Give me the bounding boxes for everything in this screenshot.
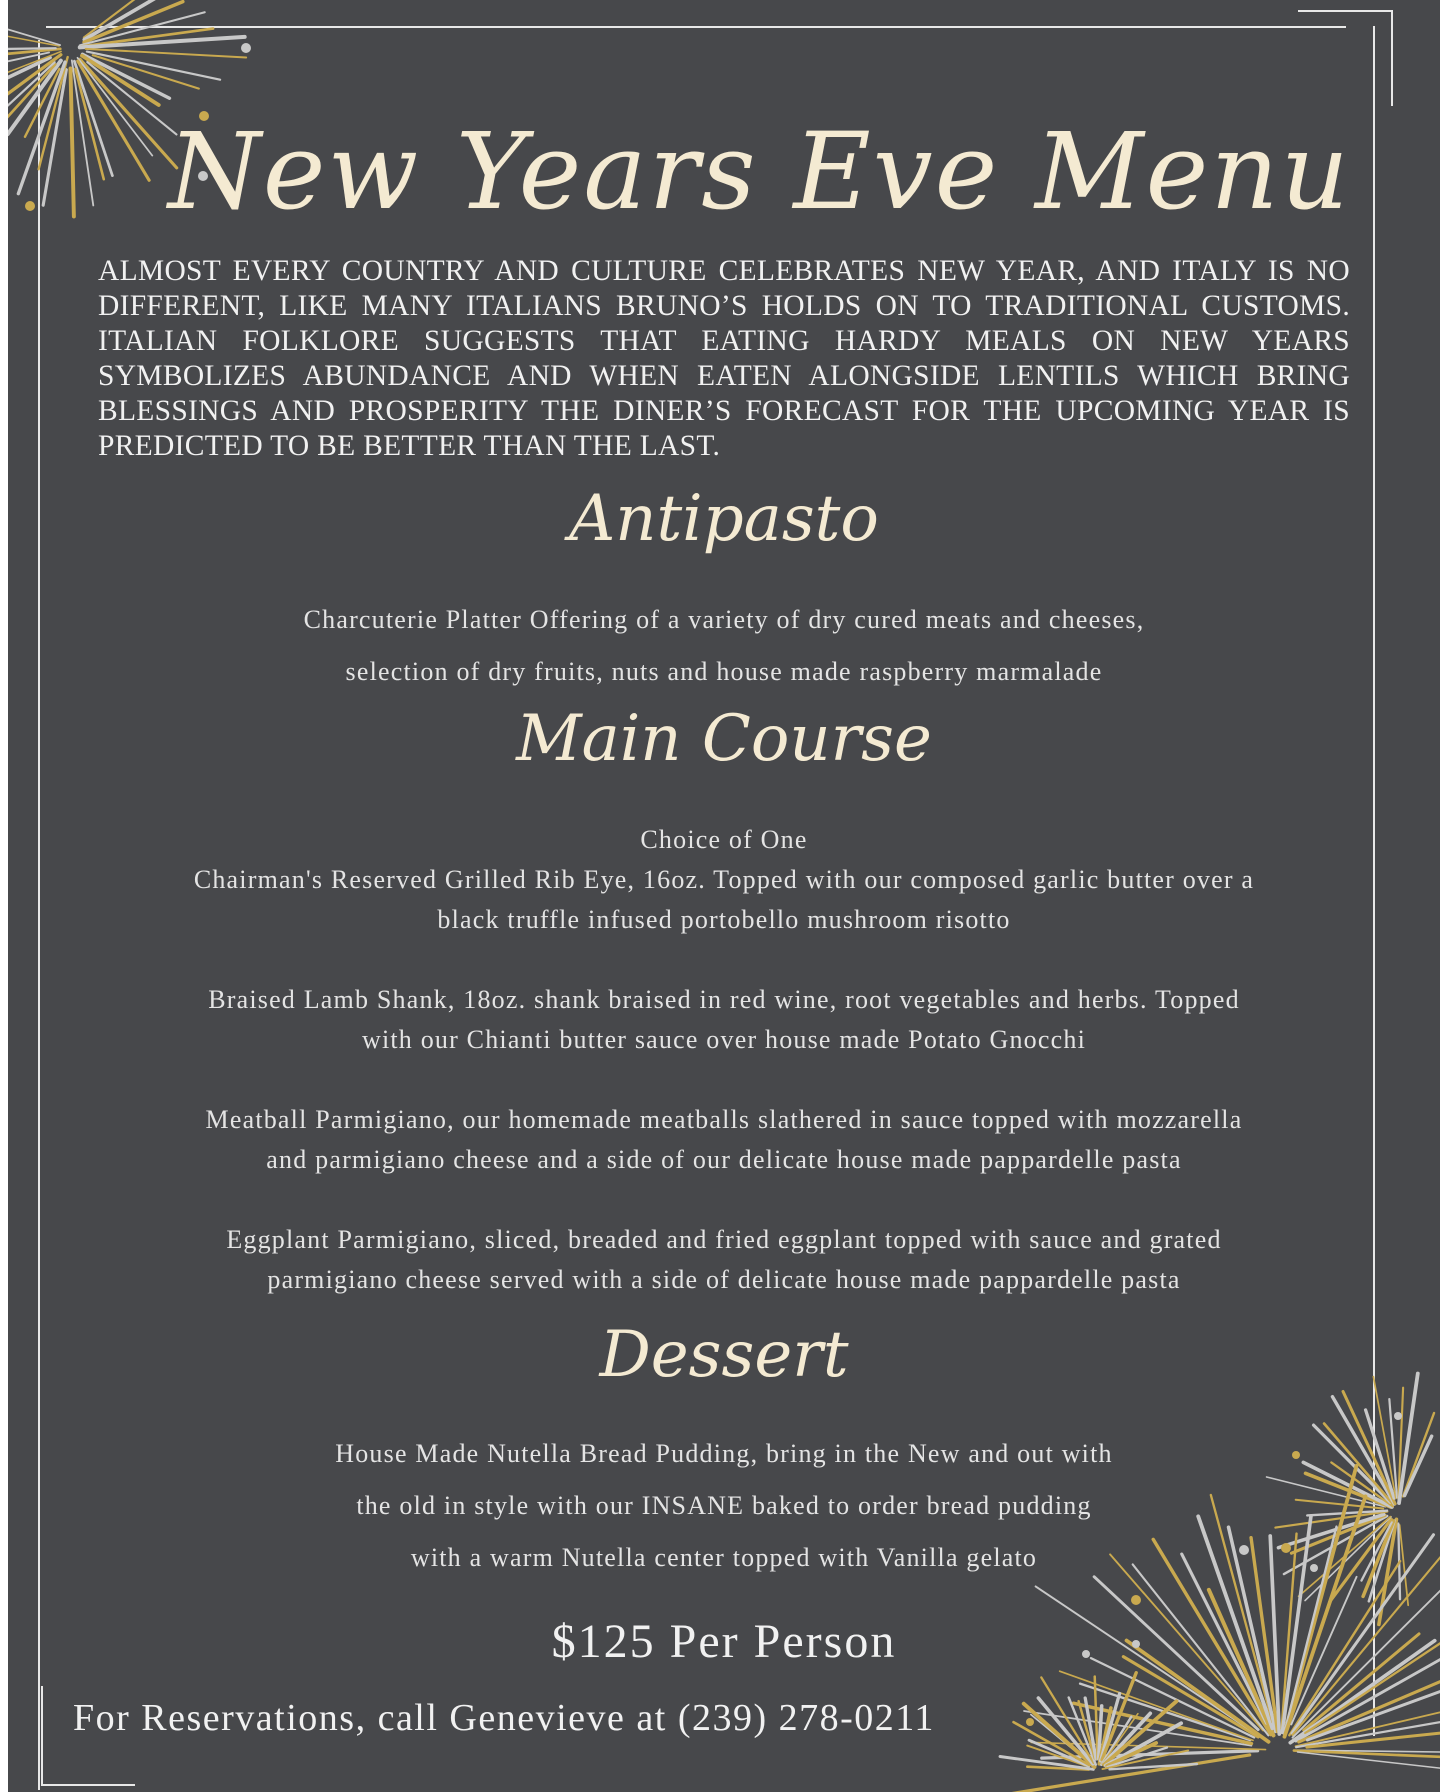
dessert-line: House Made Nutella Bread Pudding, bring in the New and out with (335, 1439, 1113, 1468)
antipasto-description (8, 594, 1440, 698)
menu-item-line: parmigiano cheese served with a side of delicate house made pappardelle pasta (267, 1265, 1181, 1294)
main-course-item (8, 1220, 1440, 1300)
main-course-item (8, 1100, 1440, 1180)
main-course-item (8, 860, 1440, 940)
main-course-item (8, 980, 1440, 1060)
antipasto-heading: Antipasto (569, 482, 879, 556)
antipasto-line: Charcuterie Platter Offering of a variety of dry cured meats and cheeses, (303, 605, 1145, 634)
menu-item-line: and parmigiano cheese and a side of our delicate house made pappardelle pasta (266, 1145, 1182, 1174)
menu-item-line: with our Chianti butter sauce over house made Potato Gnocchi (361, 1025, 1086, 1054)
menu-item-line: Braised Lamb Shank, 18oz. shank braised in red wine, root vegetables and herbs. Topped (208, 985, 1240, 1014)
firework-sparkle (1026, 1718, 1034, 1726)
dessert-line: the old in style with our INSANE baked to order bread pudding (356, 1491, 1092, 1520)
price-per-person: $125 Per Person (551, 1615, 897, 1668)
dessert-description (8, 1428, 1440, 1584)
menu-item-line: black truffle infused portobello mushroom risotto (437, 905, 1011, 934)
dessert-line: with a warm Nutella center topped with Vanilla gelato (410, 1543, 1038, 1572)
main-course-heading: Main Course (516, 702, 932, 776)
menu-item-line: Chairman's Reserved Grilled Rib Eye, 16oz. Topped with our composed garlic butter over a (193, 865, 1255, 894)
page-title: New Years Eve Menu (168, 110, 1351, 233)
antipasto-line: selection of dry fruits, nuts and house made raspberry marmalade (345, 657, 1103, 686)
reservation-phone: For Reservations, call Genevieve at (239) 278-0211 (73, 1697, 935, 1739)
intro-paragraph: ALMOST EVERY COUNTRY AND CULTURE CELEBRATES NEW YEAR, AND ITALY IS NO DIFFERENT, LIKE MANY ITALIANS BRUNO’S HOLDS ON TO TRADITIONAL CUSTOMS. ITALIAN FOLKLORE SUGGESTS THAT EATING HARDY MEALS ON NEW YEARS SYMBOLIZES ABUNDANCE AND WHEN EATEN ALONGSIDE LENTILS WHICH BRING BLESSINGS AND PROSPERITY THE DINER’S FORECAST FOR THE UPCOMING YEAR IS PREDICTED TO BE BETTER THAN THE LAST. (98, 255, 1350, 462)
main-course-choice: Choice of One (640, 825, 808, 854)
dessert-heading: Dessert (599, 1318, 849, 1392)
menu-item-line: Eggplant Parmigiano, sliced, breaded and fried eggplant topped with sauce and grated (226, 1225, 1222, 1254)
menu-item-line: Meatball Parmigiano, our homemade meatballs slathered in sauce topped with mozzarella (205, 1105, 1243, 1134)
menu-page (8, 0, 1440, 1792)
firework-ray (1038, 1698, 1092, 1764)
